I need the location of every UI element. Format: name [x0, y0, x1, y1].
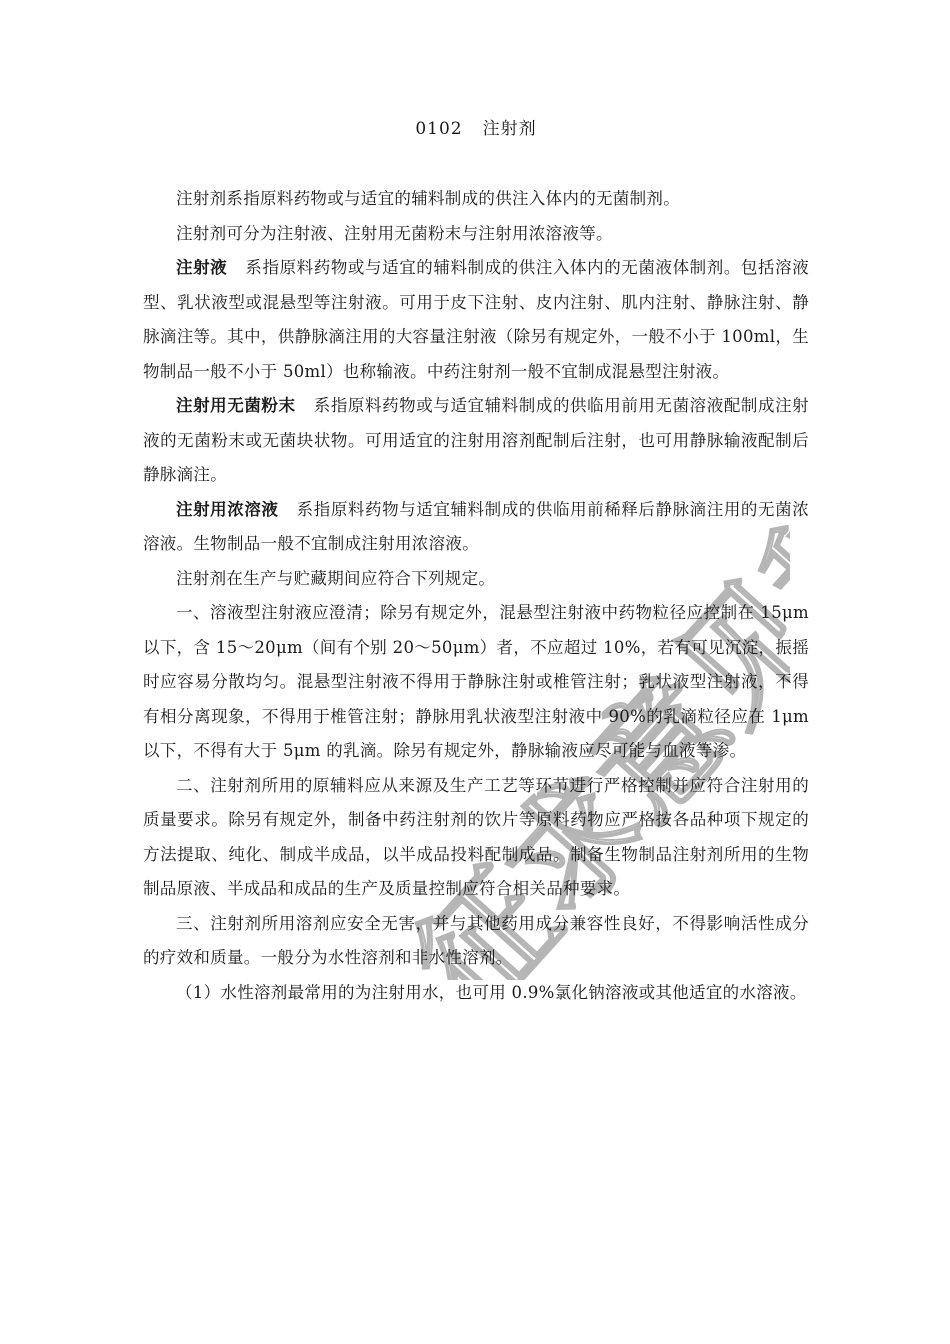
paragraph-text: 二、注射剂所用的原辅料应从来源及生产工艺等环节进行严格控制并应符合注射用的质量要求。除另有规定外，制备中药注射剂的饮片等原料药物应严格按各品种项下规定的方法提取、纯化、制成半成品，以半成品投料配制成品。制备生物制品注射剂所用的生物制品原液、半成品和成品的生产及质量控制应符合相关品种要求。: [143, 775, 809, 898]
term-sterile-powder: 注射用无菌粉末: [176, 396, 296, 415]
paragraph-text: 三、注射剂所用溶剂应安全无害，并与其他药用成分兼容性良好，不得影响活性成分的疗效和质量。一般分为水性溶剂和非水性溶剂。: [143, 913, 809, 967]
paragraph-rule-3: [143, 907, 809, 976]
paragraph-text: 系指原料药物或与适宜的辅料制成的供注入体内的无菌液体制剂。包括溶液型、乳状液型或混悬型等注射液。可用于皮下注射、皮内注射、肌内注射、静脉注射、静脉滴注等。其中，供静脉滴注用的大容量注射液（除另有规定外，一般不小于 100ml，生物制品一般不小于 50ml）也称输液。中药注射剂一般不宜制成混悬型注射液。: [143, 258, 809, 381]
paragraph-6: [143, 562, 809, 597]
title-number: 0102: [415, 119, 463, 139]
document-body: [143, 112, 809, 1010]
paragraph-rule-2: [143, 769, 809, 907]
title-text: 注射剂: [482, 119, 537, 139]
paragraph-rule-1: [143, 596, 809, 769]
paragraph-text: 注射剂可分为注射液、注射用无菌粉末与注射用浓溶液等。: [176, 223, 613, 243]
paragraph-concentrate: [143, 493, 809, 562]
watermark-text: 征求意见稿: [387, 456, 790, 980]
paragraph-rule-3-1: [143, 976, 809, 1011]
paragraph-text: 注射剂在生产与贮藏期间应符合下列规定。: [176, 568, 496, 588]
term-injection-liquid: 注射液: [176, 258, 228, 277]
page-title: [143, 112, 809, 146]
paragraph-text: 注射剂系指原料药物或与适宜的辅料制成的供注入体内的无菌制剂。: [176, 189, 680, 208]
paragraph-text: 一、溶液型注射液应澄清；除另有规定外，混悬型注射液中药物粒径应控制在 15μm 以下，含 15～20μm（间有个别 20～50μm）者，不应超过 10%，若有可见沉淀，振摇时应容易分散均匀。混悬型注射液不得用于静脉注射或椎管注射；乳状液型注射液，不得有相分离现象，不得用于椎管注射；静脉用乳状液型注射液中 90%的乳滴粒径应在 1μm 以下，不得有大于 5μm 的乳滴。除另有规定外，静脉输液应尽可能与血液等渗。: [143, 603, 809, 760]
paragraph-sterile-powder: [143, 389, 809, 493]
paragraph-text: （1）水性溶剂最常用的为注射用水，也可用 0.9%氯化钠溶液或其他适宜的水溶液。: [176, 982, 807, 1002]
paragraph-2: [143, 217, 809, 252]
paragraph-injection-liquid: [143, 251, 809, 389]
paragraph-1: [143, 182, 809, 217]
paragraph-text: 系指原料药物或与适宜辅料制成的供临用前用无菌溶液配制成注射液的无菌粉末或无菌块状物。可用适宜的注射用溶剂配制后注射，也可用静脉输液配制后静脉滴注。: [143, 396, 809, 484]
term-concentrate: 注射用浓溶液: [176, 499, 279, 519]
paragraph-text: 系指原料药物与适宜辅料制成的供临用前稀释后静脉滴注用的无菌浓溶液。生物制品一般不宜制成注射用浓溶液。: [143, 499, 809, 553]
